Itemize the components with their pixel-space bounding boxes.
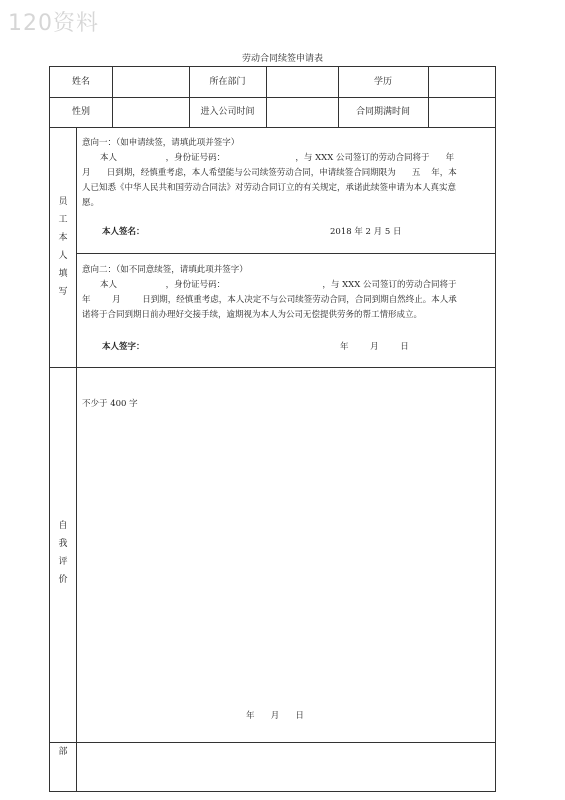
option1-line: 愿。 xyxy=(82,198,100,208)
side-char: 价 xyxy=(58,575,68,585)
self-eval-hint: 不少于 400 字 xyxy=(82,399,138,409)
side-char: 填 xyxy=(58,269,68,279)
self-eval-date: 年 月 日 xyxy=(246,711,304,721)
option1-line: 人已知悉《中华人民共和国劳动合同法》对劳动合同订立的有关规定，承诺此续签申请为本人真实意 xyxy=(82,183,457,193)
option2-line: 本人 ，身份证号码： ，与 XXX 公司签订的劳动合同将于 xyxy=(100,280,457,290)
side-char: 本 xyxy=(58,233,68,243)
self-eval-textarea[interactable] xyxy=(80,413,490,703)
watermark-logo: 120资料 xyxy=(8,11,99,36)
option1-line: 月 日到期，经慎重考虑，本人希望能与公司续签劳动合同，申请续签合同期限为 五 年，本 xyxy=(82,168,457,178)
option1-heading: 意向一：（如申请续签，请填此项并签字） xyxy=(82,138,240,148)
name-field[interactable] xyxy=(113,68,189,96)
join-date-field[interactable] xyxy=(267,98,338,126)
col-divider xyxy=(76,127,77,791)
department-label: 所在部门 xyxy=(209,77,246,87)
option2-line: 年 月 日到期，经慎重考虑，本人决定不与公司续签劳动合同，合同到期自然终止。本人承 xyxy=(82,295,457,305)
page-title: 劳动合同续签申请表 xyxy=(241,54,323,64)
employee-section-label xyxy=(56,193,70,301)
department-section-label: 部 xyxy=(58,747,68,757)
education-field[interactable] xyxy=(429,68,495,96)
gender-field[interactable] xyxy=(113,98,189,126)
contract-expire-field[interactable] xyxy=(429,98,495,126)
side-char: 自 xyxy=(58,521,68,531)
option2-heading: 意向二：（如不同意续签，请填此项并签字） xyxy=(82,265,248,275)
side-char: 我 xyxy=(58,539,68,549)
row-divider xyxy=(50,742,495,743)
option2-signature-field[interactable] xyxy=(150,338,330,354)
row-divider xyxy=(76,253,495,254)
side-char: 写 xyxy=(58,287,68,297)
contract-expire-label: 合同期满时间 xyxy=(355,107,410,117)
side-char: 工 xyxy=(58,215,68,225)
row-divider xyxy=(50,367,495,368)
option1-signature-date: 2018 年 2 月 5 日 xyxy=(330,227,402,237)
side-char: 评 xyxy=(58,557,68,567)
option1-line: 本人 ，身份证号码： ，与 XXX 公司签订的劳动合同将于 年 xyxy=(100,153,455,163)
join-date-label: 进入公司时间 xyxy=(200,107,255,117)
option2-signature-date: 年 月 日 xyxy=(340,342,409,352)
option1-signature-label: 本人签名： xyxy=(102,227,145,237)
gender-label: 性别 xyxy=(71,107,90,117)
option2-line: 诺将于合同到期日前办理好交接手续，逾期视为本人为公司无偿提供劳务的帮工情形成立。 xyxy=(82,310,423,320)
name-label: 姓名 xyxy=(71,77,90,87)
option2-signature-label: 本人签字： xyxy=(102,342,145,352)
education-label: 学历 xyxy=(373,77,392,87)
side-char: 员 xyxy=(58,197,68,207)
side-char: 人 xyxy=(58,251,68,261)
application-form-table xyxy=(49,66,496,792)
row-divider xyxy=(50,127,495,128)
department-field[interactable] xyxy=(267,68,338,96)
option1-signature-field[interactable] xyxy=(150,223,320,239)
self-eval-section-label xyxy=(56,517,70,589)
